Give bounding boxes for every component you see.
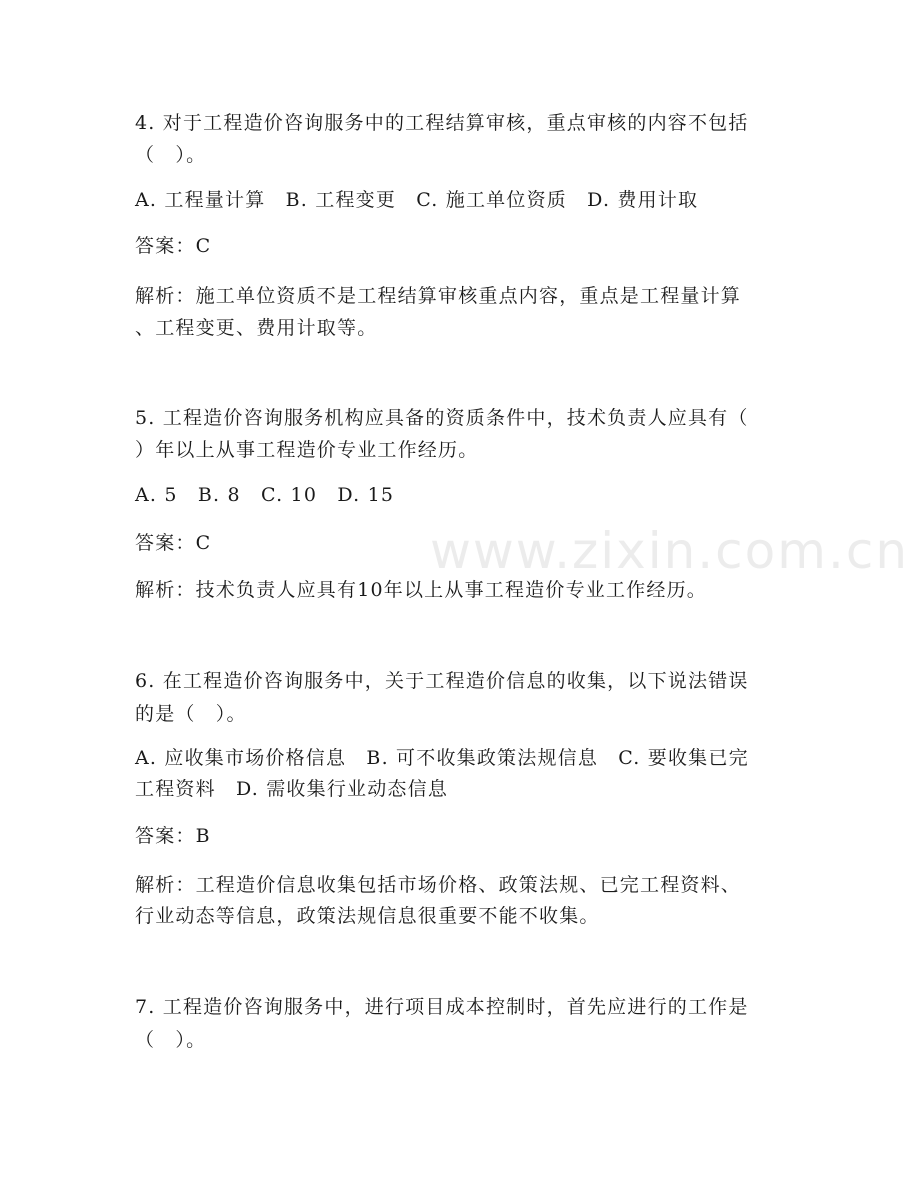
question-6-stem-line-2: 的是（ ）。 [135, 703, 247, 725]
question-5-stem-line-1: 5. 工程造价咨询服务机构应具备的资质条件中，技术负责人应具有（ [135, 407, 749, 429]
question-4-analysis-line-2: 、工程变更、费用计取等。 [135, 317, 378, 339]
question-5-analysis-line-1: 解析：技术负责人应具有10年以上从事工程造价专业工作经历。 [135, 579, 707, 601]
question-4-options: A. 工程量计算 B. 工程变更 C. 施工单位资质 D. 费用计取 [135, 189, 699, 211]
question-6-analysis-line-2: 行业动态等信息，政策法规信息很重要不能不收集。 [135, 905, 600, 927]
question-7-stem-line-1: 7. 工程造价咨询服务中，进行项目成本控制时，首先应进行的工作是 [135, 996, 749, 1018]
question-6-options-line-2: 工程资料 D. 需收集行业动态信息 [135, 778, 449, 800]
question-5-stem-line-2: ）年以上从事工程造价专业工作经历。 [135, 439, 479, 461]
question-5-options: A. 5 B. 8 C. 10 D. 15 [135, 484, 395, 506]
question-4-answer: 答案：C [135, 235, 212, 257]
question-4-stem-line-2: （ ）。 [135, 144, 207, 166]
watermark: www.zixin.com.cn [430, 522, 910, 580]
question-5-answer: 答案：C [135, 532, 212, 554]
question-6-stem-line-1: 6. 在工程造价咨询服务中，关于工程造价信息的收集，以下说法错误 [135, 670, 749, 692]
question-4-stem-line-1: 4. 对于工程造价咨询服务中的工程结算审核，重点审核的内容不包括 [135, 112, 749, 134]
question-6-answer: 答案：B [135, 825, 211, 847]
question-4-analysis-line-1: 解析：施工单位资质不是工程结算审核重点内容，重点是工程量计算 [135, 285, 742, 307]
question-7-stem-line-2: （ ）。 [135, 1029, 207, 1051]
question-6-analysis-line-1: 解析：工程造价信息收集包括市场价格、政策法规、已完工程资料、 [135, 874, 742, 896]
question-6-options-line-1: A. 应收集市场价格信息 B. 可不收集政策法规信息 C. 要收集已完 [135, 747, 749, 769]
